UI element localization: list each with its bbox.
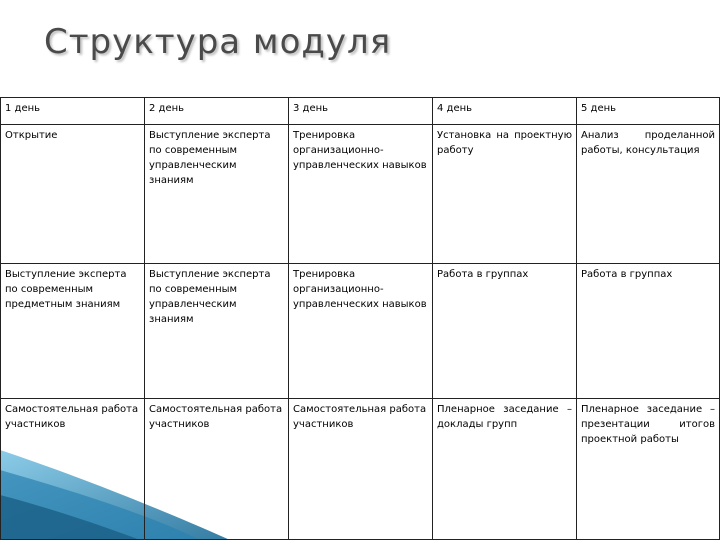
table-cell: Тренировка организационно-управленческих навыков	[289, 125, 433, 264]
table-cell: Работа в группах	[433, 264, 577, 399]
schedule-table	[0, 97, 720, 540]
header-cell-day-5: 5 день	[577, 98, 720, 125]
table-cell: Пленарное заседание – доклады групп	[433, 399, 577, 540]
slide-title: Структура модуля	[44, 22, 392, 62]
table-row	[1, 399, 720, 540]
table-cell: Самостоятельная работа участников	[145, 399, 289, 540]
header-cell-day-3: 3 день	[289, 98, 433, 125]
table-cell: Самостоятельная работа участников	[289, 399, 433, 540]
table-cell: Открытие	[1, 125, 145, 264]
table-cell: Тренировка организационно-управленческих навыков	[289, 264, 433, 399]
table-cell: Самостоятельная работа участников	[1, 399, 145, 540]
header-cell-day-2: 2 день	[145, 98, 289, 125]
table-cell: Работа в группах	[577, 264, 720, 399]
header-cell-day-1: 1 день	[1, 98, 145, 125]
table-cell: Выступление эксперта по современным управленческим знаниям	[145, 125, 289, 264]
table-cell: Выступление эксперта по современным управленческим знаниям	[145, 264, 289, 399]
table-cell: Пленарное заседание – презентации итогов проектной работы	[577, 399, 720, 540]
table-cell: Анализ проделанной работы, консультация	[577, 125, 720, 264]
table-header-row	[1, 98, 720, 125]
table-row	[1, 125, 720, 264]
table-cell: Выступление эксперта по современным предметным знаниям	[1, 264, 145, 399]
table-cell: Установка на проектную работу	[433, 125, 577, 264]
table-row	[1, 264, 720, 399]
header-cell-day-4: 4 день	[433, 98, 577, 125]
